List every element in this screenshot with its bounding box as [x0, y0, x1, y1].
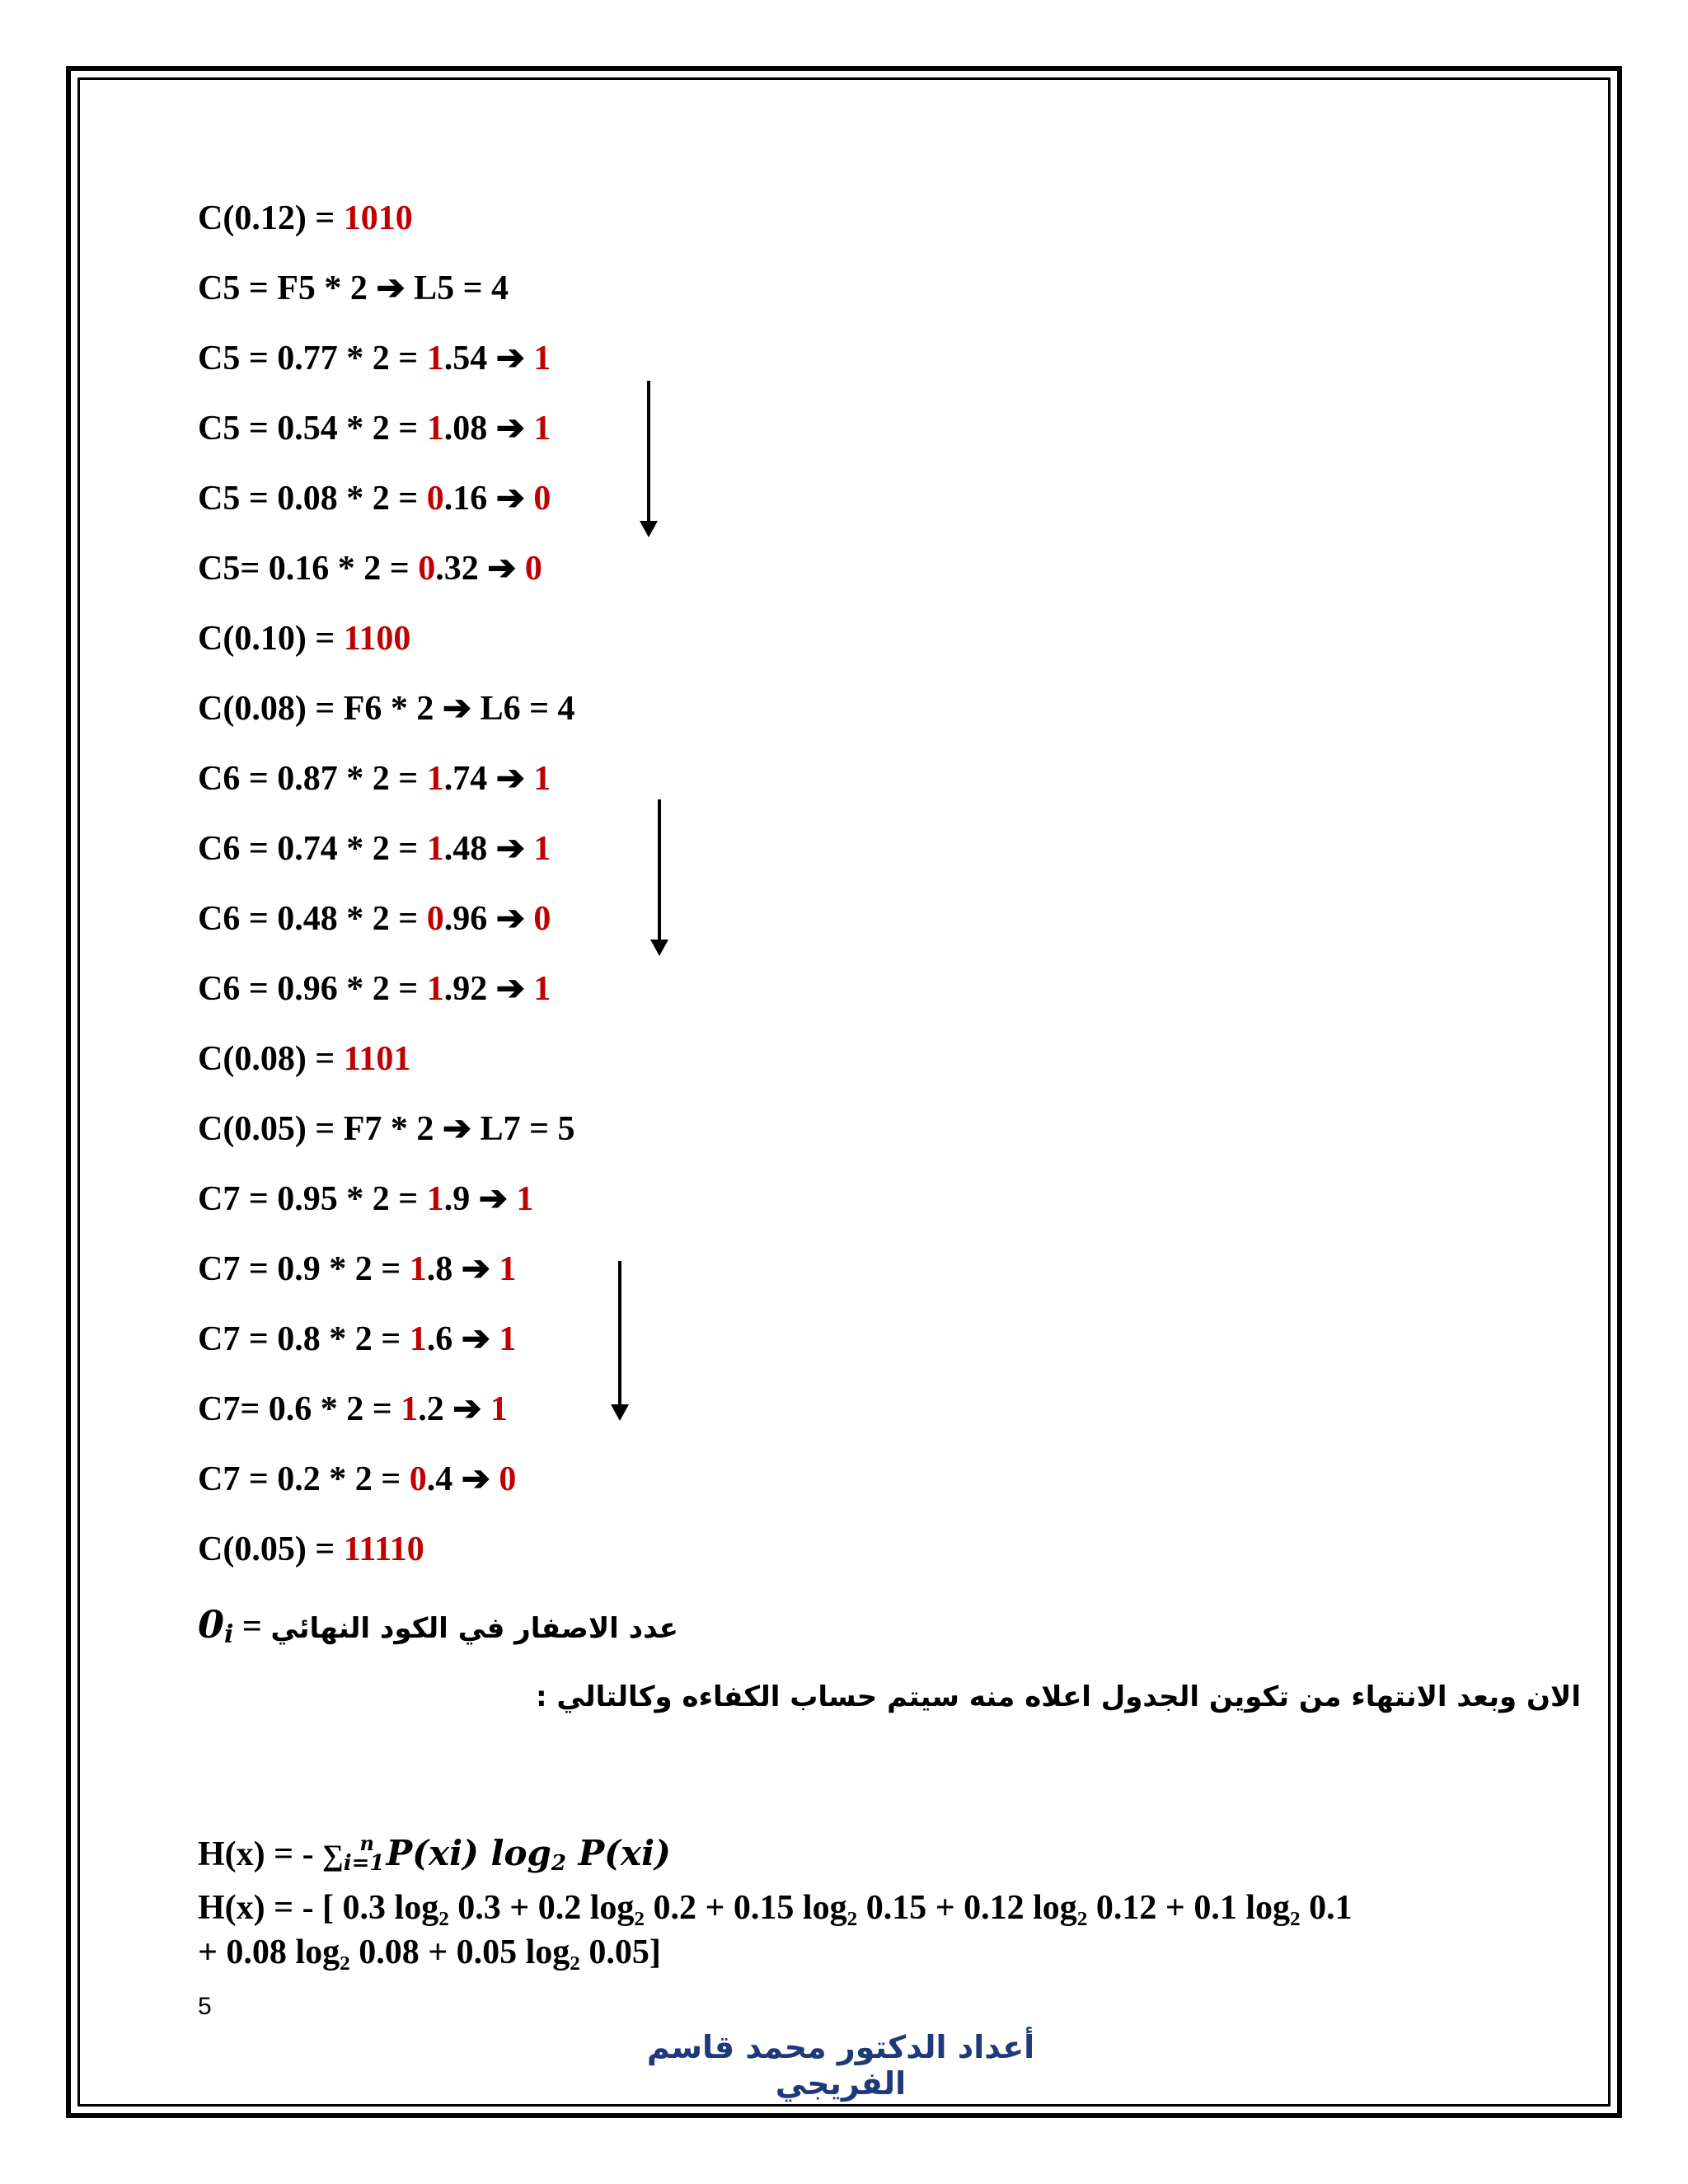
- red-digit: 0: [426, 480, 444, 518]
- down-arrow-icon: [618, 1261, 621, 1409]
- calc-line: [198, 198, 413, 239]
- red-digit: 0: [426, 900, 444, 938]
- calc-line: [198, 1179, 533, 1220]
- red-digit: 1: [426, 760, 444, 798]
- calc-text: C(0.08) = F6 * 2 ➔ L6 = 4: [198, 690, 575, 728]
- calc-line: [198, 618, 410, 659]
- calc-text: .74 ➔: [443, 760, 534, 798]
- calc-text: C7= 0.6 * 2 =: [198, 1390, 401, 1428]
- red-digit: 1: [533, 340, 551, 377]
- calc-text: C(0.05) = F7 * 2 ➔ L7 = 5: [198, 1110, 575, 1148]
- red-digit: 1: [533, 970, 551, 1008]
- calc-text: C5 = F5 * 2 ➔ L5 = 4: [198, 269, 509, 307]
- calc-line: [198, 1249, 516, 1290]
- calc-text: C7 = 0.95 * 2 =: [198, 1180, 427, 1218]
- calc-line: [198, 408, 551, 449]
- entropy-formula: [198, 1823, 671, 1884]
- calc-text: .6 ➔: [426, 1320, 499, 1358]
- calc-line: [198, 1389, 508, 1430]
- red-digit: 1: [516, 1180, 534, 1218]
- entropy-expansion-1: H(x) = - [ 0.3 log₂ 0.3 + 0.2 log₂ 0.2 + 0.15 log₂ 0.15 + 0.12 log₂ 0.12 + 0.1 log₂ 0.1: [198, 1889, 1353, 1927]
- sum-superscript: n: [359, 1831, 374, 1855]
- red-digit: 1: [426, 1180, 444, 1218]
- calc-text: C7 = 0.9 * 2 =: [198, 1250, 410, 1288]
- calc-line: [198, 828, 551, 869]
- footer-author: أعداد الدكتور محمد قاسم الفريجي: [646, 2029, 1035, 2102]
- red-digit: 0: [524, 550, 542, 588]
- entropy-lhs: H(x) = -: [198, 1835, 323, 1873]
- calc-text: C(0.12) =: [198, 199, 344, 237]
- red-digit: 0: [409, 1460, 427, 1498]
- red-digit: 0: [533, 480, 551, 518]
- sum-subscript: i=1: [343, 1851, 385, 1876]
- page-number: 5: [198, 1993, 212, 2020]
- entropy-rhs-a: P(xi) log: [373, 1833, 551, 1873]
- efficiency-note: الان وبعد الانتهاء من تكوين الجدول اعلاه منه سيتم حساب الكفاءه وكالتالي :: [536, 1680, 1581, 1713]
- calc-text: .48 ➔: [443, 830, 534, 868]
- calc-line: [198, 268, 509, 309]
- red-digit: 0: [499, 1460, 517, 1498]
- red-digit: 1: [401, 1390, 419, 1428]
- calc-text: C6 = 0.48 * 2 =: [198, 900, 427, 938]
- down-arrow-icon: [658, 799, 661, 944]
- red-digit: 1101: [343, 1040, 411, 1078]
- calc-text: C6 = 0.96 * 2 =: [198, 970, 427, 1008]
- calc-line: [198, 1529, 424, 1570]
- red-digit: 0: [533, 900, 551, 938]
- calc-text: .16 ➔: [443, 480, 534, 518]
- calc-text: C7 = 0.8 * 2 =: [198, 1320, 410, 1358]
- calc-text: C6 = 0.74 * 2 =: [198, 830, 427, 868]
- entropy-expansion-2: + 0.08 log₂ 0.08 + 0.05 log₂ 0.05]: [198, 1933, 661, 1971]
- red-digit: 1: [426, 340, 444, 377]
- red-digit: 1: [533, 410, 551, 448]
- red-digit: 1: [490, 1390, 508, 1428]
- calc-text: C5 = 0.54 * 2 =: [198, 410, 427, 448]
- calc-line: [198, 1038, 410, 1080]
- calc-line: [198, 898, 551, 940]
- red-digit: 1: [499, 1250, 517, 1288]
- red-digit: 1: [409, 1320, 427, 1358]
- calc-text: C(0.10) =: [198, 620, 344, 658]
- calc-text: C5= 0.16 * 2 =: [198, 550, 419, 588]
- red-digit: 0: [418, 550, 436, 588]
- sum-symbol: ∑: [322, 1839, 344, 1872]
- calc-line: [198, 1108, 575, 1150]
- red-digit: 1: [426, 410, 444, 448]
- calc-text: C7 = 0.2 * 2 =: [198, 1460, 410, 1498]
- calc-text: .08 ➔: [443, 410, 534, 448]
- calc-text: .54 ➔: [443, 340, 534, 377]
- entropy-rhs-sub: 2: [551, 1851, 566, 1876]
- zeros-subscript: i: [224, 1620, 234, 1649]
- page-border-inner: [77, 77, 1611, 2107]
- calc-text: C(0.05) =: [198, 1530, 344, 1568]
- red-digit: 11110: [343, 1530, 424, 1568]
- calc-text: .2 ➔: [418, 1390, 490, 1428]
- calc-text: .8 ➔: [426, 1250, 499, 1288]
- calc-text: C(0.08) =: [198, 1040, 344, 1078]
- calc-text: C6 = 0.87 * 2 =: [198, 760, 427, 798]
- calc-text: C5 = 0.08 * 2 =: [198, 480, 427, 518]
- red-digit: 1100: [343, 620, 411, 658]
- calc-line: [198, 758, 551, 799]
- calc-text: .96 ➔: [443, 900, 534, 938]
- calc-line: [198, 338, 551, 379]
- zeros-equals: =: [233, 1608, 262, 1646]
- red-digit: 1: [426, 970, 444, 1008]
- red-digit: 1: [499, 1320, 517, 1358]
- calc-line: [198, 478, 551, 519]
- calc-text: C5 = 0.77 * 2 =: [198, 340, 427, 377]
- calc-line: [198, 688, 575, 729]
- calc-text: .9 ➔: [443, 1180, 517, 1218]
- calc-line: [198, 548, 542, 589]
- calc-line: [198, 968, 551, 1010]
- calc-text: .4 ➔: [426, 1460, 499, 1498]
- red-digit: 1: [409, 1250, 427, 1288]
- red-digit: 1: [533, 760, 551, 798]
- red-digit: 1: [426, 830, 444, 868]
- red-digit: 1010: [343, 199, 413, 237]
- calc-line: [198, 1319, 516, 1360]
- zeros-line: [198, 1604, 678, 1656]
- entropy-rhs-b: P(xi): [565, 1833, 671, 1873]
- calc-text: .92 ➔: [443, 970, 534, 1008]
- zeros-label: عدد الاصفار في الكود النهائي: [270, 1612, 678, 1645]
- calc-line: [198, 1459, 516, 1500]
- calc-text: .32 ➔: [435, 550, 525, 588]
- red-digit: 1: [533, 830, 551, 868]
- down-arrow-icon: [647, 381, 650, 526]
- zeros-symbol: 0: [198, 1602, 225, 1647]
